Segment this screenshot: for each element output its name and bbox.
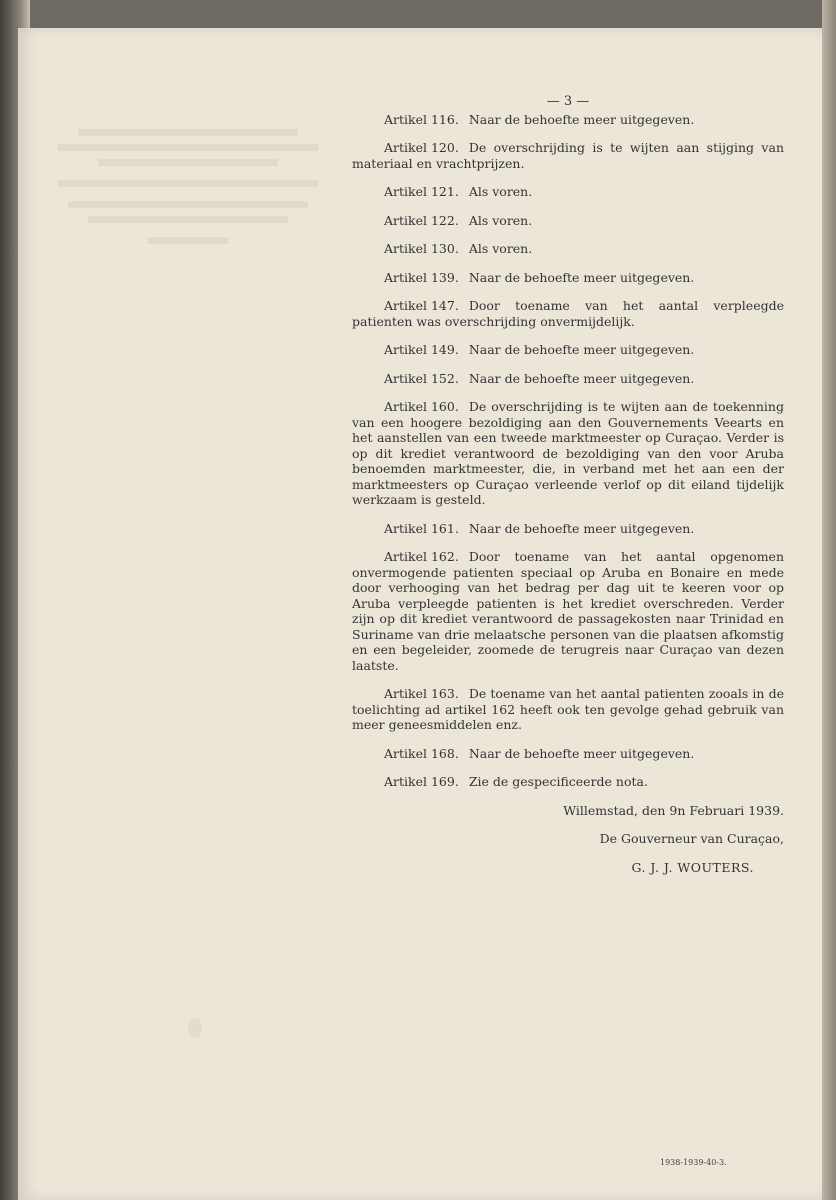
article-paragraph: [352, 184, 784, 200]
article-paragraph: [352, 213, 784, 229]
footer-code: 1938-1939-40-3.: [660, 1158, 727, 1167]
article-paragraph: [352, 746, 784, 762]
article-paragraph: [352, 549, 784, 673]
article-paragraph: [352, 399, 784, 508]
article-text: Als voren.: [468, 241, 533, 256]
article-text: Naar de behoefte meer uitgegeven.: [468, 269, 695, 285]
article-text: Als voren.: [468, 212, 533, 228]
article-paragraph: [352, 774, 784, 790]
article-text: Door toename van het aantal opgenomen onvermogende patienten speciaal op Aruba en Bonaire en mede door verhooging van het bedrag per dag uit te keeren voor op Aruba verpleegde patienten is het krediet overschreden. Verder zijn op dit krediet verantwoord de passagekosten naar Trinidad en Suriname van drie melaatsche personen van die plaatsen afkomstig en een begeleider, zoomede de terugreis naar Curaçao van dezen laatste.: [352, 549, 784, 673]
article-number: Artikel 152.: [384, 370, 459, 386]
article-number: Artikel 116.: [384, 111, 459, 127]
article-text: De toename van het aantal patienten zooals in de toelichting ad artikel 162 heeft ook ten gevolge gehad gebruik van meer geneesmiddelen enz.: [352, 686, 784, 732]
article-paragraph: [352, 140, 784, 171]
article-text: Naar de behoefte meer uitgegeven.: [468, 520, 695, 536]
article-number: Artikel 163.: [384, 686, 459, 701]
page-edge: [822, 0, 836, 1200]
article-text: De overschrijding is te wijten aan de toekenning van een hoogere bezoldiging aan den Gouvernements Veearts en het aanstellen van een tweede marktmeester op Curaçao. Verder is op dit krediet verantwoord de bezoldiging van den voor Aruba benoemden marktmeester, die, in verband met het aan een der marktmeesters op Curaçao verleende verlof op dit eiland tijdelijk werkzaam is gesteld.: [352, 399, 784, 507]
article-paragraph: [352, 686, 784, 733]
article-paragraph: [352, 270, 784, 286]
bleed-through-text: [58, 98, 318, 258]
article-number: Artikel 130.: [384, 241, 459, 256]
article-text: Door toename van het aantal verpleegde patienten was overschrijding onvermijdelijk.: [352, 298, 784, 329]
article-paragraph: [352, 241, 784, 257]
document-body: [352, 94, 784, 888]
article-paragraph: [352, 371, 784, 387]
article-text: Als voren.: [468, 184, 533, 199]
article-number: Artikel 160.: [384, 399, 459, 414]
article-paragraph: [352, 298, 784, 329]
article-number: Artikel 120.: [384, 140, 459, 155]
article-paragraph: [352, 112, 784, 128]
article-number: Artikel 139.: [384, 269, 459, 285]
article-number: Artikel 162.: [384, 549, 459, 564]
article-text: Zie de gespecificeerde nota.: [468, 774, 648, 789]
article-number: Artikel 147.: [384, 298, 459, 313]
article-text: Naar de behoefte meer uitgegeven.: [468, 370, 695, 386]
page-number: — 3 —: [546, 94, 590, 109]
signature-block: [352, 803, 784, 876]
article-paragraph: [352, 521, 784, 537]
article-paragraph: [352, 342, 784, 358]
article-text: De overschrijding is te wijten aan stijging van materiaal en vrachtprijzen.: [352, 140, 784, 171]
article-number: Artikel 161.: [384, 520, 459, 536]
place-date: Willemstad, den 9n Februari 1939.: [563, 802, 784, 818]
article-text: Naar de behoefte meer uitgegeven.: [468, 342, 695, 357]
article-number: Artikel 149.: [384, 342, 459, 357]
article-number: Artikel 122.: [384, 212, 459, 228]
signatory-name: G. J. J. WOUTERS.: [631, 859, 754, 875]
article-text: Naar de behoefte meer uitgegeven.: [468, 745, 695, 761]
signatory-title: De Gouverneur van Curaçao,: [599, 831, 784, 846]
article-number: Artikel 168.: [384, 745, 459, 761]
article-number: Artikel 169.: [384, 774, 459, 789]
article-number: Artikel 121.: [384, 184, 459, 199]
paper-stain: [188, 1018, 202, 1038]
article-list: [352, 112, 784, 790]
article-text: Naar de behoefte meer uitgegeven.: [468, 111, 695, 127]
